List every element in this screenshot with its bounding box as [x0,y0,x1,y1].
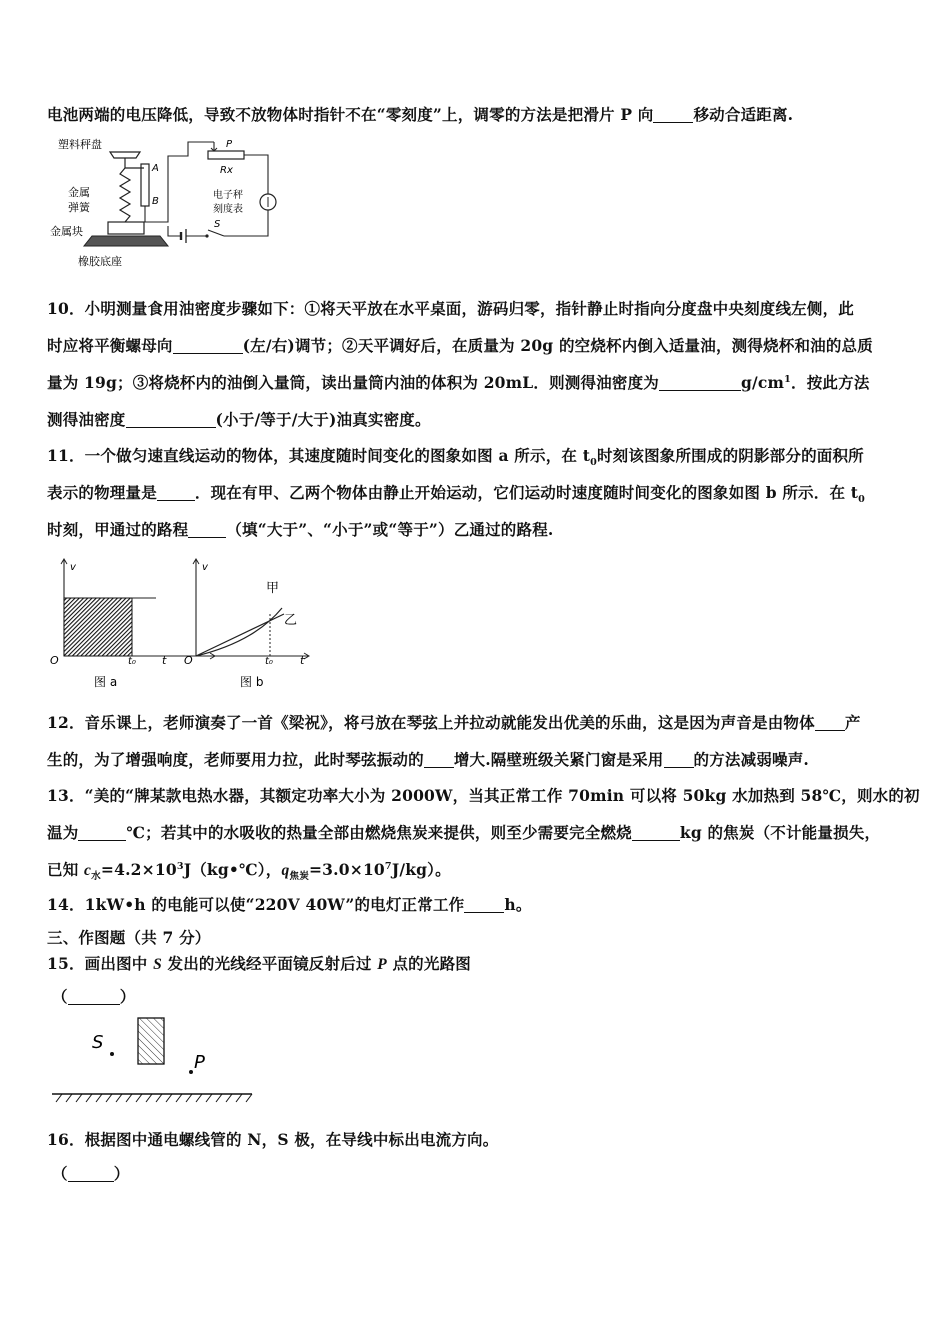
q15-text-a: 15．画出图中 [47,954,154,973]
q10-text-3c: ．按此方法 [791,373,870,392]
graph-a-v-label: v [70,562,76,573]
label-a: A [152,163,159,174]
section-3-text: 三、作图题（共 7 分） [47,928,211,947]
rubber-base-shape [84,236,168,246]
graph-b-yi-label: 乙 [284,613,298,628]
q15-s-symbol: S [153,956,162,973]
q9-blank[interactable] [653,107,693,124]
q12-text-1b: 产 [844,713,861,732]
q12-line-1 [47,711,861,733]
q16-answer-paren [52,1162,129,1184]
q13-q-symbol: q [281,862,290,879]
section-3-heading [47,926,210,948]
spring-shape [120,168,130,222]
q13-line-1 [47,784,920,806]
q9-text-a: 电池两端的电压降低，导致不放物体时指针不在“零刻度”上，调零的方法是把滑片 P 向 [47,105,654,124]
label-spring: 弹簧 [68,201,90,214]
label-rubber-base: 橡胶底座 [78,255,122,268]
q15-text-b: 发出的光线经平面镜反射后过 [161,954,378,973]
label-plastic-pan: 塑料秤盘 [58,138,102,151]
q16-line [47,1128,498,1150]
label-b: B [152,196,159,207]
q16-text: 16．根据图中通电螺线管的 N，S 极，在导线中标出电流方向。 [47,1130,499,1149]
graph-b-t-label: t [300,654,305,667]
label-metal: 金属 [68,186,90,199]
q12-line-2 [47,748,809,770]
q10-text-4b: (小于/等于/大于)油真实密度。 [215,410,431,429]
switch-blade [208,230,224,236]
q10-line-4 [47,408,431,430]
q15-p-symbol: P [377,956,387,973]
q13-sup-1: 3 [176,860,184,872]
q13-text-3b: =4.2×10 [100,860,177,879]
q13-text-3e: =3.0×10 [309,860,385,879]
q10-line-3 [47,371,870,393]
q12-text-2c: 的方法减弱噪声. [693,750,810,769]
q13-text-1: 13．“美的“牌某款电热水器，其额定功率大小为 2000W，当其正常工作 70min 可以将 50kg 水加热到 58℃，则水的初 [47,786,920,805]
q11-line-3 [47,518,554,540]
graph-b-v-label: v [202,562,208,573]
q13-sup-2: 7 [384,860,392,872]
q13-blank-2[interactable] [632,825,680,842]
mirror-hatching [56,1094,252,1102]
q16-paren-left: （ [52,1164,68,1183]
point-s-dot [110,1052,114,1056]
q9-tail-line [47,103,793,125]
slide-resistor-ab [141,164,149,206]
graph-b-line-yi [196,614,284,656]
graph-a-t-label: t [162,654,167,667]
q11-text-1a: 11．一个做匀速直线运动的物体，其速度随时间变化的图象如图 a 所示，在 t [47,446,591,465]
q10-line-2 [47,334,873,356]
q15-answer-paren [52,985,135,1007]
point-p-label: P [194,1052,205,1073]
q14-text-b: h。 [504,895,532,914]
q12-blank-2[interactable] [424,752,454,769]
q10-line-1 [47,297,854,319]
label-p: P [226,139,233,150]
q13-text-2b: ℃；若其中的水吸收的热量全部由燃烧焦炭来提供，则至少需要完全燃烧 [126,823,632,842]
q13-text-3d: J（kg•℃）， [183,860,282,879]
resistor-rx-shape [208,151,244,159]
q13-q-sub: 焦炭 [289,871,309,883]
label-scale-meter-2: 刻度表 [213,204,243,215]
q11-text-2a: 表示的物理量是 [47,483,157,502]
graph-a-t0-label: t₀ [128,656,136,667]
graph-b-jia-label: 甲 [266,581,280,596]
q13-c-sub: 水 [91,871,101,883]
q10-text-2a: 时应将平衡螺母向 [47,336,173,355]
q10-text-4a: 测得油密度 [47,410,126,429]
q11-text-2b: ．现在有甲、乙两个物体由静止开始运动，它们运动时速度随时间变化的图象如图 b 所示．在 t [194,483,859,502]
q12-blank-1[interactable] [815,715,845,732]
electronic-scale-circuit-figure [48,134,280,270]
graph-a-shaded-area [64,598,132,656]
graph-b-caption: 图 b [240,675,264,689]
label-metal-block: 金属块 [50,225,83,238]
q11-text-1b: 时刻该图象所围成的阴影部分的面积所 [596,446,864,465]
q10-text-3b: g/cm [740,373,785,392]
q13-line-2 [47,821,880,843]
q10-sup: 1 [784,373,792,385]
label-rx: Rx [220,165,233,176]
q11-sub-1: 0 [590,457,597,469]
wire-battery-left [168,226,181,236]
q13-line-3 [47,858,451,882]
q10-blank-3[interactable] [126,412,216,429]
velocity-time-figures [44,552,316,694]
q11-text-3a: 时刻，甲通过的路程 [47,520,189,539]
metal-block-shape [108,222,144,234]
graph-b-curve-jia [196,608,282,656]
wire-left [145,142,214,222]
q13-text-2c: kg 的焦炭（不计能量损失， [679,823,881,842]
q13-text-2a: 温为 [47,823,79,842]
q15-paren-right: ） [119,987,136,1006]
q11-blank-1[interactable] [157,485,195,502]
graph-a-origin-label: O [50,654,59,667]
q12-blank-3[interactable] [664,752,694,769]
q15-paren-left: （ [52,987,68,1006]
q10-blank-2[interactable] [659,375,741,392]
q10-text-2b: (左/右)调节；②天平调好后，在质量为 20g 的空烧杯内倒入适量油，测得烧杯和油的总质 [242,336,873,355]
q10-text-1: 10．小明测量食用油密度步骤如下：①将天平放在水平桌面，游码归零，指针静止时指向分度盘中央刻度线左侧，此 [47,299,854,318]
q15-text-c: 点的光路图 [386,954,471,973]
q16-paren-right: ） [113,1164,130,1183]
obstacle-block [138,1018,164,1064]
graph-b-origin-label: O [184,654,193,667]
q14-line [47,893,532,915]
point-s-label: S [92,1032,104,1053]
q11-line-1 [47,444,864,468]
q11-text-3b: （填“大于”、“小于”或“等于”）乙通过的路程. [226,520,554,539]
q11-line-2 [47,481,865,505]
plane-mirror-figure [48,1012,258,1104]
q10-text-3a: 量为 19g；③将烧杯内的油倒入量筒，读出量筒内油的体积为 20mL．则测得油密度为 [47,373,659,392]
q12-text-2b: 增大.隔壁班级关紧门窗是采用 [453,750,664,769]
q14-text-a: 14．1kW•h 的电能可以使“220V 40W”的电灯正常工作 [47,895,465,914]
plastic-pan-shape [110,152,140,158]
label-s: S [214,219,221,230]
label-scale-meter-1: 电子秤 [213,190,243,201]
q12-text-1a: 12．音乐课上，老师演奏了一首《梁祝》，将弓放在琴弦上并拉动就能发出优美的乐曲，这是因为声音是由物体 [47,713,815,732]
q13-c-symbol: c [84,862,92,879]
q13-text-3f: J/kg）。 [391,860,451,879]
q9-text-b: 移动合适距离. [693,105,794,124]
wire-right [244,155,268,194]
q13-blank-1[interactable] [78,825,126,842]
graph-a-caption: 图 a [94,675,118,689]
q15-answer-blank[interactable] [68,989,120,1006]
q16-answer-blank[interactable] [68,1166,114,1183]
q15-line [47,952,471,974]
q12-text-2a: 生的，为了增强响度，老师要用力拉，此时琴弦振动的 [47,750,424,769]
graph-b-t0-label: t₀ [265,656,273,667]
q11-sub-2: 0 [858,494,865,506]
q14-blank[interactable] [464,897,504,914]
q11-blank-2[interactable] [188,522,226,539]
q10-blank-1[interactable] [173,338,243,355]
point-p-dot [189,1070,193,1074]
q13-text-3a: 已知 [47,860,84,879]
